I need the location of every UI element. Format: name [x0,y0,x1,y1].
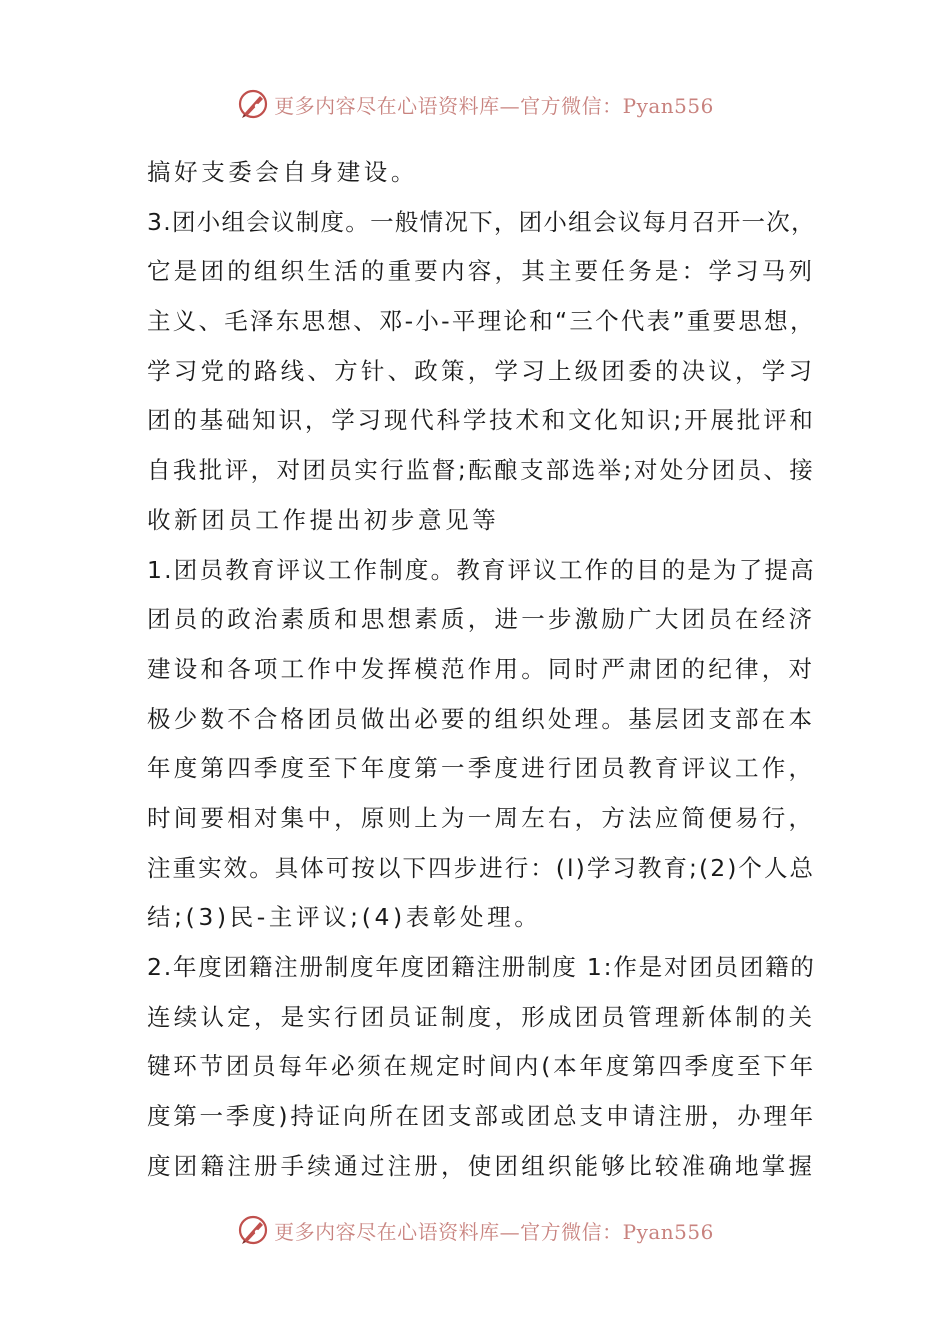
text-line: 建设和各项工作中发挥模范作用。同时严肃团的纪律，对 [147,654,816,683]
text-line: 主义、毛泽东思想、邓-小-平理论和“三个代表”重要思想， [147,307,816,336]
text-line: 学习党的路线、方针、政策，学习上级团委的决议，学习 [147,356,816,385]
text-line: 它是团的组织生活的重要内容，其主要任务是：学习马列 [147,257,816,286]
text-line: 收新团员工作提出初步意见等 [147,505,500,534]
text-line: 键环节团员每年必须在规定时间内(本年度第四季度至下年 [147,1052,816,1081]
text-line: 连续认定，是实行团员证制度，形成团员管理新体制的关 [147,1002,816,1031]
text-line: 自我批评，对团员实行监督;酝酿支部选举;对处分团员、接 [147,456,816,485]
pen-logo-icon [236,87,270,121]
watermark-text: 更多内容尽在心语资料库—官方微信：Pyan556 [274,1219,714,1244]
watermark-text: 更多内容尽在心语资料库—官方微信：Pyan556 [274,93,714,118]
document-body [147,148,817,1191]
text-line: 时间要相对集中，原则上为一周左右，方法应简便易行， [147,803,816,832]
header-watermark [0,84,950,124]
footer-watermark [0,1210,950,1250]
text-line: 度团籍注册手续通过注册，使团组织能够比较准确地掌握 [147,1151,816,1180]
text-line: 度第一季度)持证向所在团支部或团总支申请注册，办理年 [147,1102,816,1131]
text-line: 3.团小组会议制度。一般情况下，团小组会议每月召开一次， [147,207,816,236]
text-line: 团员的政治素质和思想素质，进一步激励广大团员在经济 [147,605,816,634]
text-line: 注重实效。具体可按以下四步进行：(l)学习教育;(2)个人总 [147,853,816,882]
pen-logo-icon [236,1213,270,1247]
text-line: 团的基础知识，学习现代科学技术和文化知识;开展批评和 [147,406,816,435]
text-line: 年度第四季度至下年度第一季度进行团员教育评议工作， [147,754,816,783]
text-line: 搞好支委会自身建设。 [147,158,418,186]
text-line: 1.团员教育评议工作制度。教育评议工作的目的是为了提高 [147,555,816,584]
text-line: 极少数不合格团员做出必要的组织处理。基层团支部在本 [147,704,816,733]
text-line: 结;(3)民-主评议;(4)表彰处理。 [147,903,542,932]
text-line: 2.年度团籍注册制度年度团籍注册制度 1:作是对团员团籍的 [147,953,816,981]
